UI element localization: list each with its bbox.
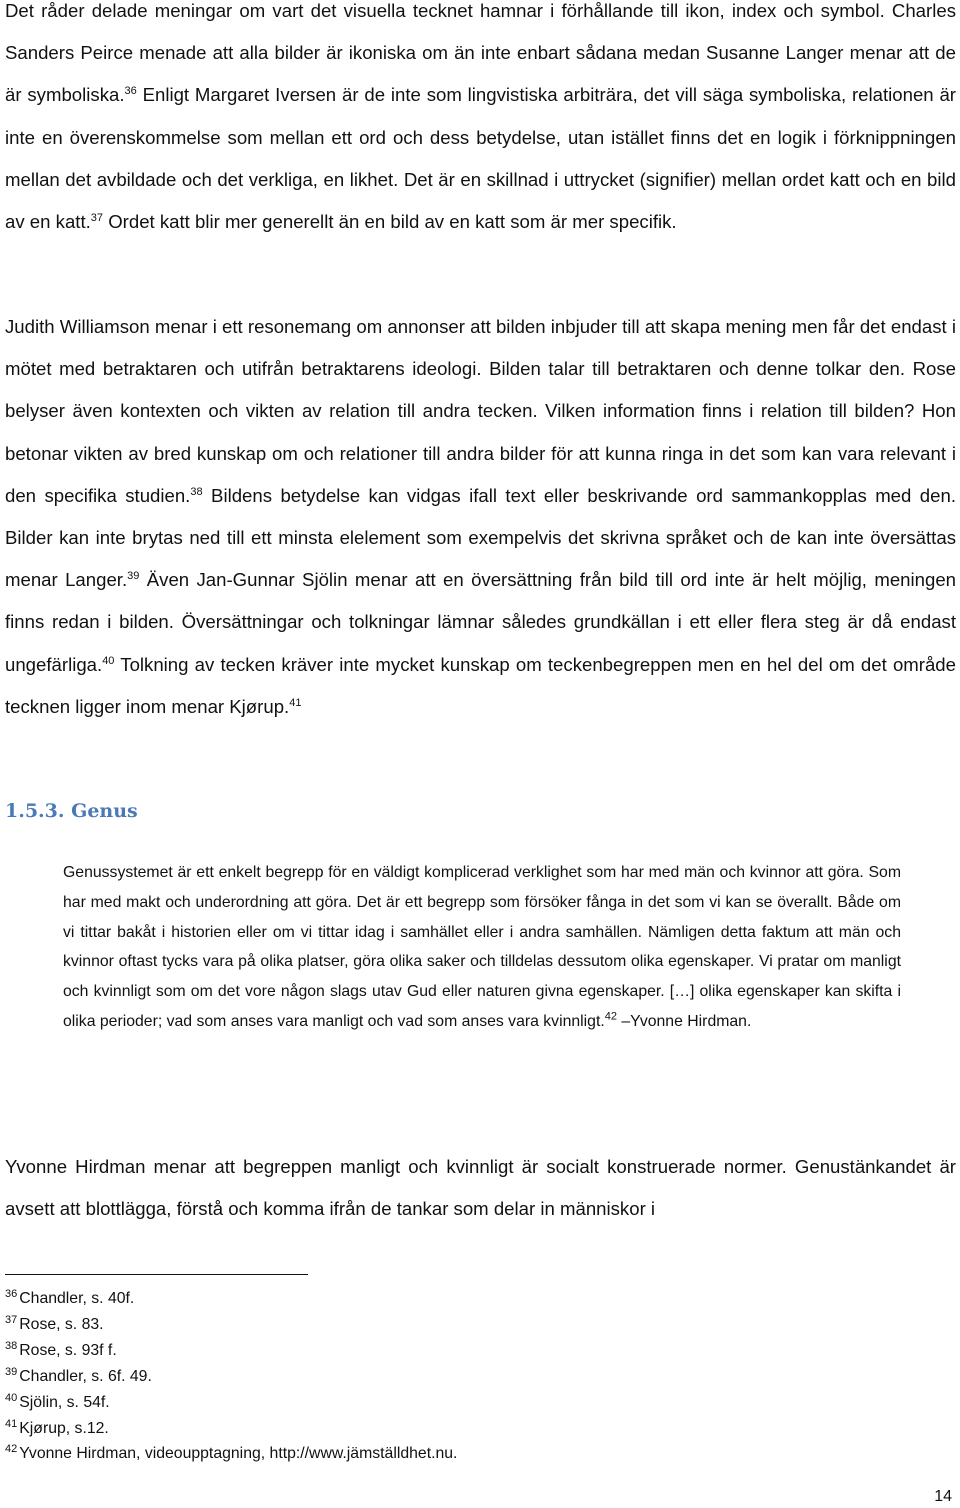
footnote-number: 42	[5, 1443, 18, 1456]
page-number: 14	[934, 1488, 952, 1505]
footnote-item	[5, 1441, 457, 1467]
footnotes-list	[5, 1286, 457, 1467]
block-quote	[63, 858, 901, 1037]
footnote-separator	[5, 1274, 308, 1275]
paragraph-text: Judith Williamson menar i ett resonemang om annonser att bilden inbjuder till att skapa mening men får det endast i mötet med betraktaren och utifrån betraktarens ideologi. Bilden talar till betraktaren och denne tolkar den. Rose belyser även kontexten och vikten av relation till andra tecken. Vilken information finns i relation till bilden? Hon betonar vikten av bred kunskap om och relationer till andra bilder för att kunna ringa in det som kan vara relevant i den specifika studien.	[5, 316, 956, 506]
paragraph-text: Ordet katt blir mer generellt än en bild av en katt som är mer specifik.	[103, 211, 677, 233]
footnote-number: 36	[5, 1288, 18, 1300]
footnote-ref[interactable]: 40	[102, 654, 115, 667]
footnote-item	[5, 1312, 457, 1338]
quote-attribution: –Yvonne Hirdman.	[617, 1012, 752, 1030]
footnote-text: Sjölin, s. 54f.	[19, 1393, 110, 1411]
footnote-item	[5, 1286, 457, 1312]
footnote-number: 39	[5, 1365, 18, 1378]
footnote-item	[5, 1416, 457, 1442]
paragraph-text: Det råder delade meningar om vart det visuella tecknet hamnar i förhållande till ikon, index och symbol. Charles Sanders Peirce menade att alla bilder är ikoniska om än inte enbart sådana medan Susanne Langer menar att de är symboliska.	[5, 0, 956, 106]
footnote-item	[5, 1364, 457, 1390]
body-paragraph-1	[5, 0, 956, 243]
body-paragraph-2	[5, 306, 956, 728]
section-heading: 1.5.3. Genus	[5, 800, 138, 822]
footnote-ref[interactable]: 36	[124, 85, 137, 98]
footnote-number: 40	[5, 1391, 18, 1404]
paragraph-text: Även Jan-Gunnar Sjölin menar att en översättning från bild till ord inte är helt möjlig, meningen finns redan i bilden. Översättningar och tolkningar lämnar således grundkällan i ett eller flera steg är då endast ungefärliga.	[5, 569, 957, 675]
footnote-number: 41	[5, 1417, 18, 1430]
footnote-text: Chandler, s. 6f. 49.	[19, 1367, 152, 1385]
footnote-number: 38	[5, 1339, 18, 1352]
footnote-text: Kjørup, s.12.	[19, 1419, 109, 1437]
footnote-ref[interactable]: 42	[604, 1010, 617, 1023]
footnote-text: Chandler, s. 40f.	[19, 1290, 135, 1307]
footnote-ref[interactable]: 37	[90, 211, 104, 224]
footnote-number: 37	[5, 1313, 18, 1326]
footnote-text: Rose, s. 83.	[19, 1315, 104, 1333]
footnote-ref[interactable]: 39	[127, 570, 140, 583]
footnote-text: Rose, s. 93f f.	[19, 1341, 117, 1359]
paragraph-text: Bildens betydelse kan vidgas ifall text eller beskrivande ord sammankopplas med den. Bilder kan inte brytas ned till ett minsta elelement som exempelvis det skrivna språket och de kan inte översättas menar Langer.	[5, 484, 956, 591]
footnote-text[interactable]: Yvonne Hirdman, videoupptagning, http://www.jämställdhet.nu.	[19, 1445, 458, 1463]
quote-text: Genussystemet är ett enkelt begrepp för en väldigt komplicerad verklighet som har med män och kvinnor att göra. Som har med makt och underordning att göra. Det är ett begrepp som försöker fånga in det som vi kan se överallt. Både om vi tittar bakåt i historien eller om vi tittar idag i samhället eller i andra samhällen. Nämligen detta faktum att män och kvinnor oftast tycks vara på olika platser, göra olika saker och tilldelas dessutom olika egenskaper. Vi pratar om manligt och kvinnligt som om det vore någon slags utav Gud eller naturen givna egenskaper. […] olika egenskaper kan skifta i olika perioder; vad som anses vara manligt och vad som anses vara kvinnligt.	[63, 864, 901, 1030]
paragraph-text: Enligt Margaret Iversen är de inte som lingvistiska arbiträra, det vill säga symboliska, relationen är inte en överenskommelse som mellan ett ord och dess betydelse, utan istället finns det en logik i förknippningen mellan det avbildade och det verkliga, en likhet. Det är en skillnad i uttrycket (signifier) mellan ordet katt och en bild av en katt.	[5, 84, 956, 233]
footnote-ref[interactable]: 41	[289, 696, 302, 709]
body-paragraph-3: Yvonne Hirdman menar att begreppen manligt och kvinnligt är socialt konstruerade normer. Genustänkandet är avsett att blottlägga, förstå och komma ifrån de tankar som delar in människor i	[5, 1156, 956, 1220]
footnote-item	[5, 1390, 457, 1416]
paragraph-text: Tolkning av tecken kräver inte mycket kunskap om teckenbegreppen men en hel del om det område tecknen ligger inom menar Kjørup.	[5, 653, 956, 717]
footnote-ref[interactable]: 38	[190, 485, 203, 498]
footnote-item	[5, 1338, 457, 1364]
